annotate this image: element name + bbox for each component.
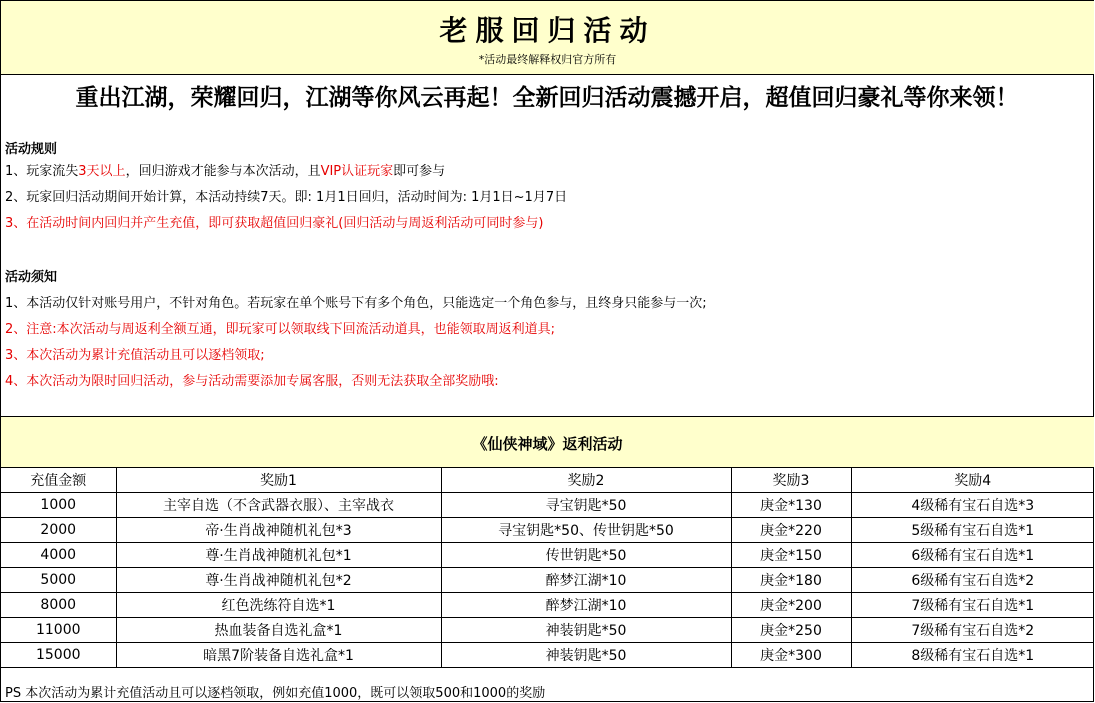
- cell-amount: 8000: [1, 593, 116, 618]
- cell-amount: 15000: [1, 643, 116, 668]
- cell-amount: 4000: [1, 543, 116, 568]
- cell-reward-1: 主宰自选（不含武器衣服）、主宰战衣: [116, 493, 441, 518]
- cell-reward-4: 8级稀有宝石自选*1: [851, 643, 1094, 668]
- table-row: [1, 643, 1094, 668]
- rules-line-2: 2、玩家回归活动期间开始计算，本活动持续7天。即: 1月1日回归，活动时间为: 1月1日~1月7日: [5, 190, 568, 205]
- rules-line-3: 3、在活动时间内回归并产生充值，即可获取超值回归豪礼(回归活动与周返利活动可同时参与): [5, 216, 544, 231]
- header-cell-reward-1: 奖励1: [116, 468, 441, 493]
- rebate-title: 《仙侠神域》返利活动: [472, 435, 623, 453]
- rules-line-1-highlight-days: 3天以上: [78, 164, 126, 179]
- cell-reward-1: 热血装备自选礼盒*1: [116, 618, 441, 643]
- cell-amount: 11000: [1, 618, 116, 643]
- table-row: [1, 493, 1094, 518]
- cell-reward-4: 7级稀有宝石自选*1: [851, 593, 1094, 618]
- cell-reward-3: 庚金*220: [731, 518, 851, 543]
- notice-line-1: 1、本活动仅针对账号用户，不针对角色。若玩家在单个账号下有多个角色，只能选定一个角色参与，且终身只能参与一次;: [5, 296, 707, 311]
- table-row: [1, 618, 1094, 643]
- cell-reward-4: 4级稀有宝石自选*3: [851, 493, 1094, 518]
- cell-reward-2: 醉梦江湖*10: [441, 593, 731, 618]
- cell-reward-1: 帝·生肖战神随机礼包*3: [116, 518, 441, 543]
- rules-line-1-part-c: ，回归游戏才能参与本次活动，且: [125, 164, 321, 179]
- cell-reward-3: 庚金*200: [731, 593, 851, 618]
- table-row: [1, 518, 1094, 543]
- cell-amount: 5000: [1, 568, 116, 593]
- rules-line-1-part-e: 即可参与: [393, 164, 446, 179]
- table-row: [1, 568, 1094, 593]
- header-cell-reward-3: 奖励3: [731, 468, 851, 493]
- header-cell-reward-4: 奖励4: [851, 468, 1094, 493]
- cell-reward-1: 尊·生肖战神随机礼包*1: [116, 543, 441, 568]
- rebate-banner: [1, 416, 1094, 468]
- cell-reward-2: 神装钥匙*50: [441, 643, 731, 668]
- cell-reward-4: 5级稀有宝石自选*1: [851, 518, 1094, 543]
- cell-reward-4: 6级稀有宝石自选*2: [851, 568, 1094, 593]
- cell-reward-3: 庚金*150: [731, 543, 851, 568]
- rules-heading: 活动规则: [5, 142, 58, 157]
- cell-reward-3: 庚金*300: [731, 643, 851, 668]
- notice-line-4: 4、本次活动为限时回归活动，参与活动需要添加专属客服，否则无法获取全部奖励哦:: [5, 374, 499, 389]
- footer-note: PS 本次活动为累计充值活动且可以逐档领取，例如充值1000，既可以领取500和1000的奖励: [5, 686, 546, 701]
- header-cell-reward-2: 奖励2: [441, 468, 731, 493]
- rewards-table: [1, 468, 1094, 668]
- page-title: 老服回归活动: [439, 14, 656, 47]
- cell-reward-1: 红色洗练符自选*1: [116, 593, 441, 618]
- header-cell-amount: 充值金额: [1, 468, 116, 493]
- cell-reward-2: 神装钥匙*50: [441, 618, 731, 643]
- cell-reward-1: 暗黑7阶装备自选礼盒*1: [116, 643, 441, 668]
- table-row: [1, 543, 1094, 568]
- cell-reward-2: 寻宝钥匙*50: [441, 493, 731, 518]
- table-header-row: [1, 468, 1094, 493]
- rules-line-1-highlight-vip: VIP认证玩家: [320, 164, 394, 179]
- cell-reward-1: 尊·生肖战神随机礼包*2: [116, 568, 441, 593]
- notice-line-3: 3、本次活动为累计充值活动且可以逐档领取;: [5, 348, 265, 363]
- cell-amount: 2000: [1, 518, 116, 543]
- cell-reward-3: 庚金*130: [731, 493, 851, 518]
- cell-reward-2: 醉梦江湖*10: [441, 568, 731, 593]
- rules-line-1: [5, 160, 445, 179]
- cell-reward-3: 庚金*180: [731, 568, 851, 593]
- rules-line-1-part-a: 1、玩家流失: [5, 164, 79, 179]
- page-subtitle: *活动最终解释权归官方所有: [478, 53, 617, 66]
- cell-reward-2: 寻宝钥匙*50、传世钥匙*50: [441, 518, 731, 543]
- header-band: [1, 1, 1094, 75]
- cell-reward-2: 传世钥匙*50: [441, 543, 731, 568]
- notice-heading: 活动须知: [5, 270, 58, 285]
- notice-line-2: 2、注意:本次活动与周返利全额互通，即玩家可以领取线下回流活动道具，也能领取周返利道具;: [5, 322, 556, 337]
- cell-amount: 1000: [1, 493, 116, 518]
- cell-reward-3: 庚金*250: [731, 618, 851, 643]
- table-row: [1, 593, 1094, 618]
- slogan-text: 重出江湖，荣耀回归，江湖等你风云再起！全新回归活动震撼开启，超值回归豪礼等你来领！: [75, 85, 1019, 111]
- cell-reward-4: 6级稀有宝石自选*1: [851, 543, 1094, 568]
- cell-reward-4: 7级稀有宝石自选*2: [851, 618, 1094, 643]
